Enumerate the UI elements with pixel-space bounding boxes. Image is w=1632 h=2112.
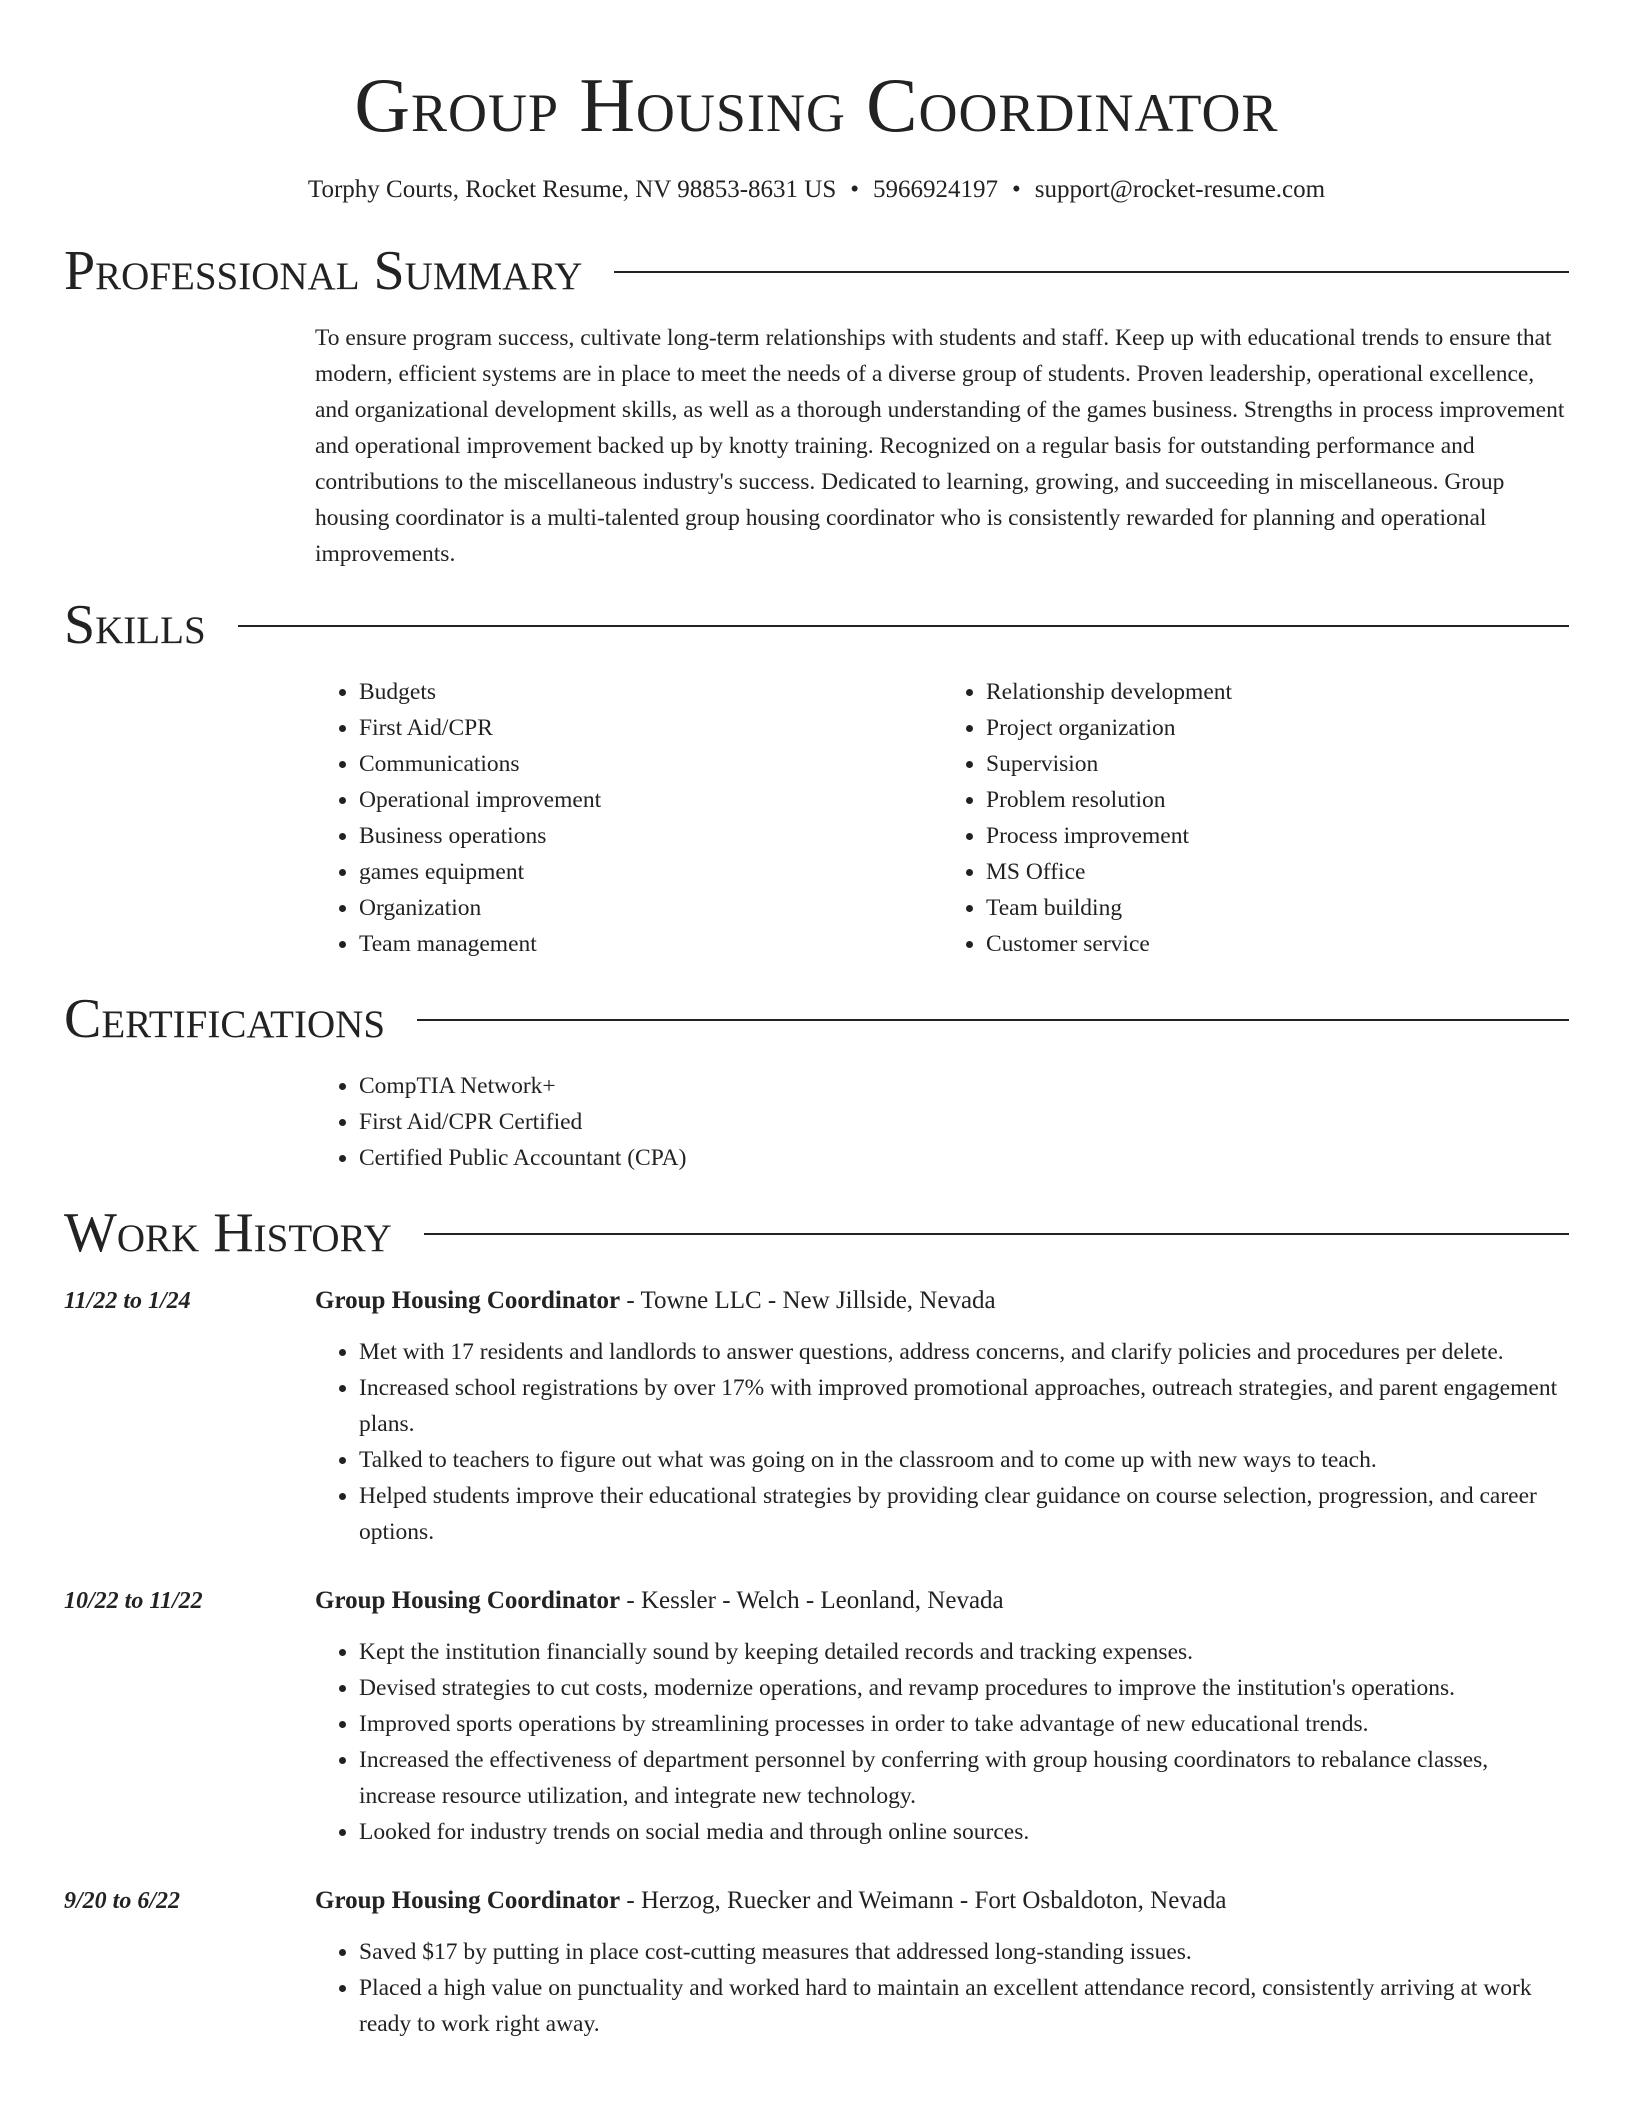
skill-item: • Project organization [986, 710, 1569, 746]
certifications-section-header [64, 984, 1569, 1054]
contact-address: Torphy Courts, Rocket Resume, NV 98853-8631 US [307, 176, 837, 203]
job-bullet: • Saved $17 by putting in place cost-cutting measures that addressed long-standing issues. [359, 1934, 1569, 1970]
job-title: Group Housing Coordinator [315, 1287, 621, 1314]
job-bullets [315, 1334, 1569, 1550]
skill-item: • Budgets [359, 674, 942, 710]
skill-item: • Supervision [986, 746, 1569, 782]
job-title: Group Housing Coordinator [315, 1587, 621, 1614]
job-details: - Herzog, Ruecker and Weimann - Fort Osbaldoton, Nevada [620, 1887, 1227, 1914]
job-title: Group Housing Coordinator [315, 1887, 621, 1914]
job-bullet: • Kept the institution financially sound by keeping detailed records and tracking expenses. [359, 1634, 1569, 1670]
job-bullet: • Met with 17 residents and landlords to answer questions, address concerns, and clarify policies and procedures per delete. [359, 1334, 1569, 1370]
skills-section-header [64, 590, 1569, 660]
job-bullet: • Helped students improve their educational strategies by providing clear guidance on course selection, progression, and career options. [359, 1478, 1569, 1550]
contact-phone: 5966924197 [873, 176, 999, 203]
skill-item: • Relationship development [986, 674, 1569, 710]
job-dates: 9/20 to 6/22 [64, 1888, 181, 1914]
job-bullet: • Increased school registrations by over 17% with improved promotional approaches, outreach strategies, and parent engagement plans. [359, 1370, 1569, 1442]
contact-line [64, 174, 1569, 206]
job-entry [64, 1584, 1569, 1850]
job-bullet: • Looked for industry trends on social media and through online sources. [359, 1814, 1569, 1850]
skill-item: • MS Office [986, 854, 1569, 890]
job-bullets [315, 1634, 1569, 1850]
certifications-list [315, 1068, 1569, 1176]
summary-section-title: Professional Summary [64, 240, 583, 302]
section-divider [238, 625, 1569, 627]
skill-item: • games equipment [359, 854, 942, 890]
skill-item: • Communications [359, 746, 942, 782]
job-bullet: • Placed a high value on punctuality and worked hard to maintain an excellent attendance record, consistently arriving at work ready to work right away. [359, 1970, 1569, 2042]
section-divider [614, 271, 1569, 273]
contact-separator: • [850, 176, 860, 203]
skill-item: • Process improvement [986, 818, 1569, 854]
certifications-section-title: Certifications [64, 988, 386, 1050]
skill-item: • Customer service [986, 926, 1569, 962]
summary-text: To ensure program success, cultivate long-term relationships with students and staff. Keep up with educational trends to ensure that modern, efficient systems are in place to meet the needs of a diverse group of students. Proven leadership, operational excellence, and organizational development skills, as well as a thorough understanding of the games business. Strengths in process improvement and operational improvement backed up by knotty training. Recognized on a regular basis for outstanding performance and contributions to the miscellaneous industry's success. Dedicated to learning, growing, and succeeding in miscellaneous. Group housing coordinator is a multi-talented group housing coordinator who is consistently rewarded for planning and operational improvements. [315, 325, 1565, 567]
job-bullet: • Improved sports operations by streamlining processes in order to take advantage of new educational trends. [359, 1706, 1569, 1742]
job-bullet: • Increased the effectiveness of department personnel by conferring with group housing coordinators to rebalance classes, increase resource utilization, and integrate new technology. [359, 1742, 1569, 1814]
job-details: - Kessler - Welch - Leonland, Nevada [620, 1587, 1004, 1614]
skill-item: • Operational improvement [359, 782, 942, 818]
job-details: - Towne LLC - New Jillside, Nevada [620, 1287, 996, 1314]
job-header [64, 1884, 1569, 1918]
job-heading [315, 1284, 996, 1318]
skills-column-right [942, 674, 1569, 962]
resume-name: Group Housing Coordinator [354, 62, 1279, 148]
skill-item: • Team management [359, 926, 942, 962]
resume-page [64, 0, 1569, 2042]
job-heading [315, 1584, 1004, 1618]
job-dates: 10/22 to 11/22 [64, 1588, 203, 1614]
certification-item: • First Aid/CPR Certified [359, 1104, 1569, 1140]
section-divider [417, 1019, 1569, 1021]
skill-item: • Team building [986, 890, 1569, 926]
job-bullets [315, 1934, 1569, 2042]
skills-column-left [315, 674, 942, 962]
work-section-title: Work History [64, 1202, 392, 1264]
job-bullet: • Devised strategies to cut costs, modernize operations, and revamp procedures to improve the institution's operations. [359, 1670, 1569, 1706]
work-section-header [64, 1198, 1569, 1268]
skills-list [315, 674, 1569, 962]
job-header [64, 1584, 1569, 1618]
section-divider [424, 1233, 1569, 1235]
job-header [64, 1284, 1569, 1318]
certification-item: • Certified Public Accountant (CPA) [359, 1140, 1569, 1176]
summary-section-header [64, 236, 1569, 306]
contact-separator: • [1012, 176, 1021, 203]
skills-section-title: Skills [64, 594, 206, 656]
job-heading [315, 1884, 1227, 1918]
job-dates: 11/22 to 1/24 [64, 1288, 191, 1314]
certification-item: • CompTIA Network+ [359, 1068, 1569, 1104]
job-entry [64, 1884, 1569, 2042]
skill-item: • Problem resolution [986, 782, 1569, 818]
skill-item: • First Aid/CPR [359, 710, 942, 746]
contact-email: support@rocket-resume.com [1034, 176, 1326, 203]
skill-item: • Organization [359, 890, 942, 926]
skill-item: • Business operations [359, 818, 942, 854]
job-entry [64, 1284, 1569, 1550]
job-bullet: • Talked to teachers to figure out what was going on in the classroom and to come up with new ways to teach. [359, 1442, 1569, 1478]
